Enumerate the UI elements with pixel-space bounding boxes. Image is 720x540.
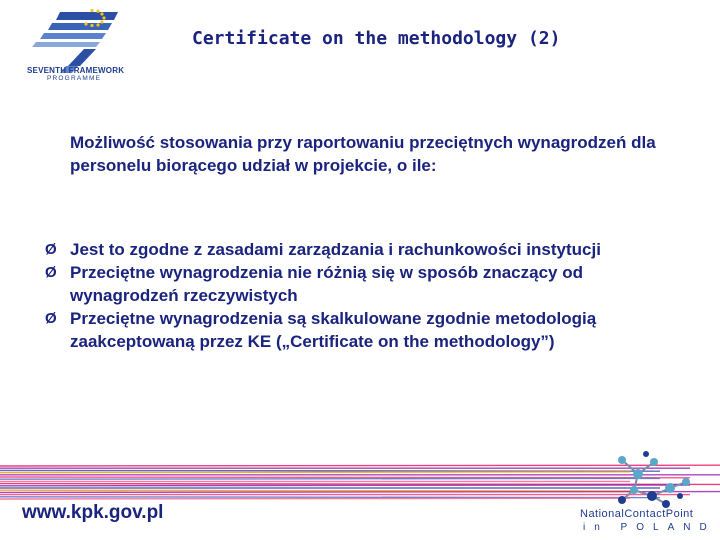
- ncp-network-icon: [618, 451, 690, 508]
- slide-title: Certificate on the methodology (2): [192, 28, 561, 49]
- stripe-line: [0, 470, 660, 471]
- arrow-bullet-icon: Ø: [45, 264, 57, 281]
- bullet-item: [45, 238, 695, 261]
- bullet-item: [45, 307, 695, 353]
- stripe-line: [0, 498, 630, 499]
- logo-line1: SEVENTH FRAMEWORK: [27, 66, 125, 75]
- ncp-text-line1: NationalContactPoint: [580, 508, 694, 520]
- intro-paragraph: Możliwość stosowania przy raportowaniu przeciętnych wynagrodzeń dla personelu biorącego udział w projekcie, o ile:: [70, 133, 656, 175]
- stripe-line: [0, 472, 630, 473]
- bullet-text: Przeciętne wynagrodzenia nie różnią się w sposób znaczący od wynagrodzeń rzeczywistych: [70, 263, 583, 305]
- arrow-bullet-icon: Ø: [45, 241, 57, 258]
- bullet-list: [45, 238, 695, 353]
- stripe-line: [0, 490, 630, 491]
- bullet-text: Przeciętne wynagrodzenia są skalkulowane zgodnie metodologią zaakceptowaną przez KE („Certificate on the methodology”): [70, 309, 597, 351]
- logo-line2: PROGRAMME: [47, 75, 102, 82]
- ncp-text-line2: in POLAND: [583, 522, 716, 533]
- footer-website-link[interactable]: www.kpk.gov.pl: [22, 502, 164, 523]
- stripe-line: [0, 478, 660, 479]
- stripe-line: [0, 497, 660, 498]
- arrow-bullet-icon: Ø: [45, 310, 57, 327]
- fp7-stripes: [32, 12, 118, 73]
- fp7-logo-text: [27, 66, 137, 82]
- bullet-item: [45, 261, 695, 307]
- bullet-text: Jest to zgodne z zasadami zarządzania i rachunkowości instytucji: [70, 240, 601, 259]
